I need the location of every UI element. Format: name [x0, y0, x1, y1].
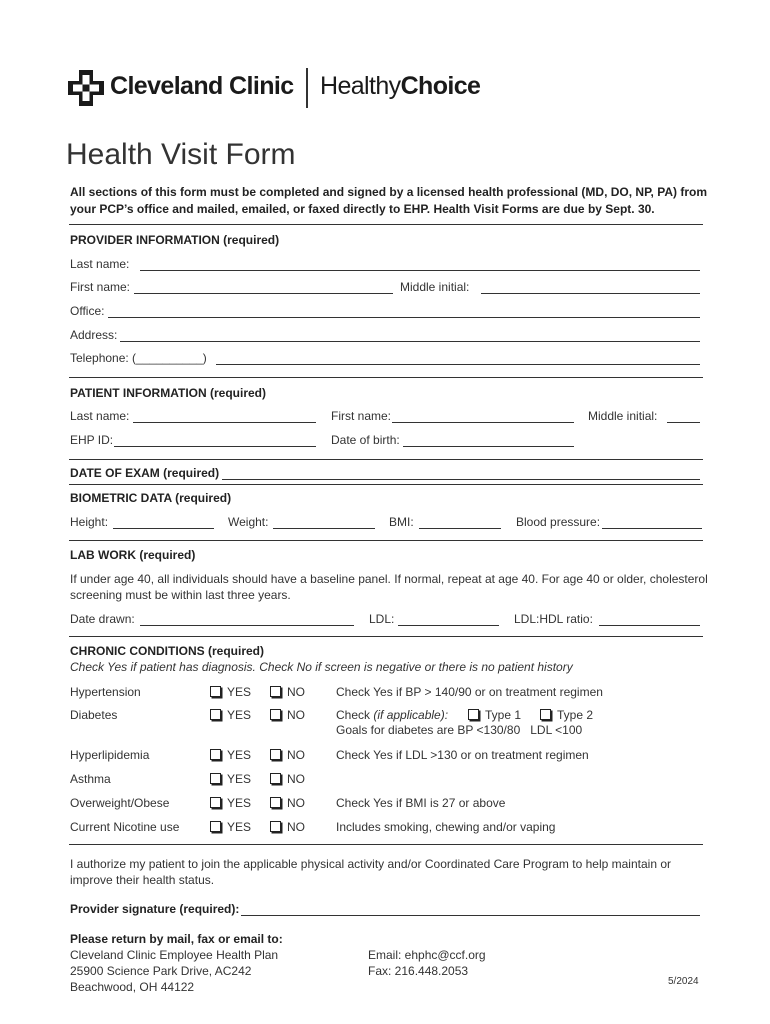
- patient-first-name-label: First name:: [331, 409, 392, 423]
- condition-name: Overweight/Obese: [70, 796, 170, 810]
- bmi-label: BMI:: [389, 515, 414, 529]
- brand-name: Cleveland Clinic: [110, 72, 294, 100]
- condition-name: Hyperlipidemia: [70, 748, 150, 762]
- no-checkbox[interactable]: [270, 820, 305, 834]
- condition-note: Check Yes if LDL >130 or on treatment regimen: [336, 748, 589, 762]
- weight-label: Weight:: [228, 515, 269, 529]
- patient-dob-field[interactable]: [403, 446, 574, 447]
- patient-ehp-id-field[interactable]: [114, 446, 316, 447]
- yes-label: YES: [227, 772, 252, 786]
- condition-note: Includes smoking, chewing and/or vaping: [336, 820, 556, 834]
- yes-checkbox[interactable]: [210, 748, 251, 762]
- checkbox-icon: [210, 797, 221, 808]
- section-divider: [69, 459, 703, 460]
- date-drawn-label: Date drawn:: [70, 612, 135, 626]
- condition-note: Check Yes if BMI is 27 or above: [336, 796, 506, 810]
- yes-label: YES: [227, 748, 252, 762]
- checkbox-icon: [210, 821, 221, 832]
- diabetes-note-applicable: (if applicable):: [373, 708, 449, 722]
- no-label: NO: [287, 708, 305, 722]
- checkbox-icon: [270, 773, 281, 784]
- return-address: [70, 947, 278, 995]
- patient-middle-initial-label: Middle initial:: [588, 409, 658, 423]
- yes-checkbox[interactable]: [210, 772, 251, 786]
- signature-label: Provider signature (required):: [70, 902, 240, 916]
- condition-name: Asthma: [70, 772, 111, 786]
- condition-note: Check Yes if BP > 140/90 or on treatment regimen: [336, 685, 603, 699]
- type1-checkbox[interactable]: [468, 708, 521, 722]
- height-label: Height:: [70, 515, 109, 529]
- no-label: NO: [287, 748, 305, 762]
- authorization-text: I authorize my patient to join the applicable physical activity and/or Coordinated Care Program to help maintain or improve their health status.: [70, 857, 671, 887]
- checkbox-icon: [270, 749, 281, 760]
- return-line-1: Cleveland Clinic Employee Health Plan: [70, 948, 279, 962]
- no-label: NO: [287, 796, 305, 810]
- bmi-field[interactable]: [419, 528, 501, 529]
- no-label: NO: [287, 820, 305, 834]
- section-divider: [69, 844, 703, 845]
- provider-office-field[interactable]: [108, 317, 700, 318]
- no-checkbox[interactable]: [270, 796, 305, 810]
- condition-name: Current Nicotine use: [70, 820, 180, 834]
- checkbox-icon: [210, 773, 221, 784]
- type2-label: Type 2: [557, 708, 594, 722]
- signature-field[interactable]: [241, 915, 700, 916]
- provider-first-name-label: First name:: [70, 280, 131, 294]
- section-divider: [69, 636, 703, 637]
- date-drawn-field[interactable]: [140, 625, 354, 626]
- exam-date-field[interactable]: [222, 479, 700, 480]
- product-name: [320, 72, 480, 101]
- provider-address-field[interactable]: [120, 341, 700, 342]
- no-label: NO: [287, 772, 305, 786]
- no-checkbox[interactable]: [270, 748, 305, 762]
- checkbox-icon: [270, 821, 281, 832]
- no-label: NO: [287, 685, 305, 699]
- return-heading: Please return by mail, fax or email to:: [70, 932, 283, 946]
- provider-middle-initial-field[interactable]: [481, 293, 700, 294]
- brand-divider: [306, 68, 308, 108]
- patient-ehp-id-label: EHP ID:: [70, 433, 114, 447]
- ldl-label: LDL:: [369, 612, 395, 626]
- provider-office-label: Office:: [70, 304, 105, 318]
- biometric-heading: BIOMETRIC DATA (required): [70, 491, 232, 505]
- section-divider: [69, 484, 703, 485]
- diabetes-note-check: Check: [336, 708, 371, 722]
- return-fax: Fax: 216.448.2053: [368, 964, 469, 978]
- lab-heading: LAB WORK (required): [70, 548, 196, 562]
- height-field[interactable]: [113, 528, 214, 529]
- provider-last-name-label: Last name:: [70, 257, 130, 271]
- return-email: Email: ehphc@ccf.org: [368, 948, 486, 962]
- provider-middle-initial-label: Middle initial:: [400, 280, 470, 294]
- patient-middle-initial-field[interactable]: [667, 422, 700, 423]
- yes-label: YES: [227, 685, 252, 699]
- form-version: 5/2024: [668, 976, 699, 987]
- checkbox-icon: [210, 709, 221, 720]
- yes-label: YES: [227, 820, 252, 834]
- condition-name: Diabetes: [70, 708, 118, 722]
- return-contact: [368, 947, 486, 979]
- patient-first-name-field[interactable]: [392, 422, 574, 423]
- provider-last-name-field[interactable]: [140, 270, 700, 271]
- patient-last-name-label: Last name:: [70, 409, 130, 423]
- exam-heading: DATE OF EXAM (required): [70, 466, 220, 480]
- intro-text: All sections of this form must be completed and signed by a licensed health professional (MD, DO, NP, PA) from your PCP’s office and mailed, emailed, or faxed directly to EHP. Health Visit Forms are due by Sept. 30.: [70, 185, 707, 216]
- section-divider: [69, 540, 703, 541]
- chronic-subheading: Check Yes if patient has diagnosis. Check No if screen is negative or there is no patient history: [70, 660, 573, 674]
- checkbox-icon: [210, 749, 221, 760]
- page-title: Health Visit Form: [66, 138, 296, 171]
- provider-heading: PROVIDER INFORMATION (required): [70, 233, 280, 247]
- checkbox-icon: [540, 709, 551, 720]
- condition-name: Hypertension: [70, 685, 141, 699]
- product-name-bold: Choice: [400, 72, 481, 100]
- diabetes-goals: Goals for diabetes are BP <130/80 LDL <100: [336, 723, 583, 737]
- blood-pressure-label: Blood pressure:: [516, 515, 601, 529]
- patient-heading: PATIENT INFORMATION (required): [70, 386, 266, 400]
- checkbox-icon: [210, 686, 221, 697]
- section-divider: [69, 377, 703, 378]
- yes-checkbox[interactable]: [210, 685, 251, 699]
- product-name-light: Healthy: [320, 72, 401, 100]
- blood-pressure-field[interactable]: [602, 528, 702, 529]
- return-line-2: 25900 Science Park Drive, AC242: [70, 964, 252, 978]
- checkbox-icon: [270, 709, 281, 720]
- patient-last-name-field[interactable]: [133, 422, 316, 423]
- no-checkbox[interactable]: [270, 772, 305, 786]
- checkbox-icon: [468, 709, 479, 720]
- ldl-hdl-ratio-label: LDL:HDL ratio:: [514, 612, 593, 626]
- yes-label: YES: [227, 796, 252, 810]
- no-checkbox[interactable]: [270, 685, 305, 699]
- weight-field[interactable]: [273, 528, 375, 529]
- diabetes-note: [336, 708, 448, 722]
- yes-label: YES: [227, 708, 252, 722]
- ldl-field[interactable]: [398, 625, 499, 626]
- no-checkbox[interactable]: [270, 708, 305, 722]
- provider-first-name-field[interactable]: [134, 293, 393, 294]
- cleveland-clinic-cross-icon: [68, 70, 104, 106]
- type2-checkbox[interactable]: [540, 708, 593, 722]
- yes-checkbox[interactable]: [210, 820, 251, 834]
- yes-checkbox[interactable]: [210, 708, 251, 722]
- provider-telephone-field[interactable]: [216, 364, 700, 365]
- provider-address-label: Address:: [70, 328, 118, 342]
- checkbox-icon: [270, 797, 281, 808]
- checkbox-icon: [270, 686, 281, 697]
- ldl-hdl-ratio-field[interactable]: [599, 625, 700, 626]
- section-divider: [69, 224, 703, 225]
- lab-note: If under age 40, all individuals should have a baseline panel. If normal, repeat at age 40. For age 40 or older, cholesterol screening must be within last three years.: [70, 572, 708, 602]
- provider-telephone-label: Telephone: (__________): [70, 351, 207, 365]
- type1-label: Type 1: [485, 708, 522, 722]
- patient-dob-label: Date of birth:: [331, 433, 400, 447]
- yes-checkbox[interactable]: [210, 796, 251, 810]
- return-line-3: Beachwood, OH 44122: [70, 980, 195, 994]
- chronic-heading: CHRONIC CONDITIONS (required): [70, 644, 265, 658]
